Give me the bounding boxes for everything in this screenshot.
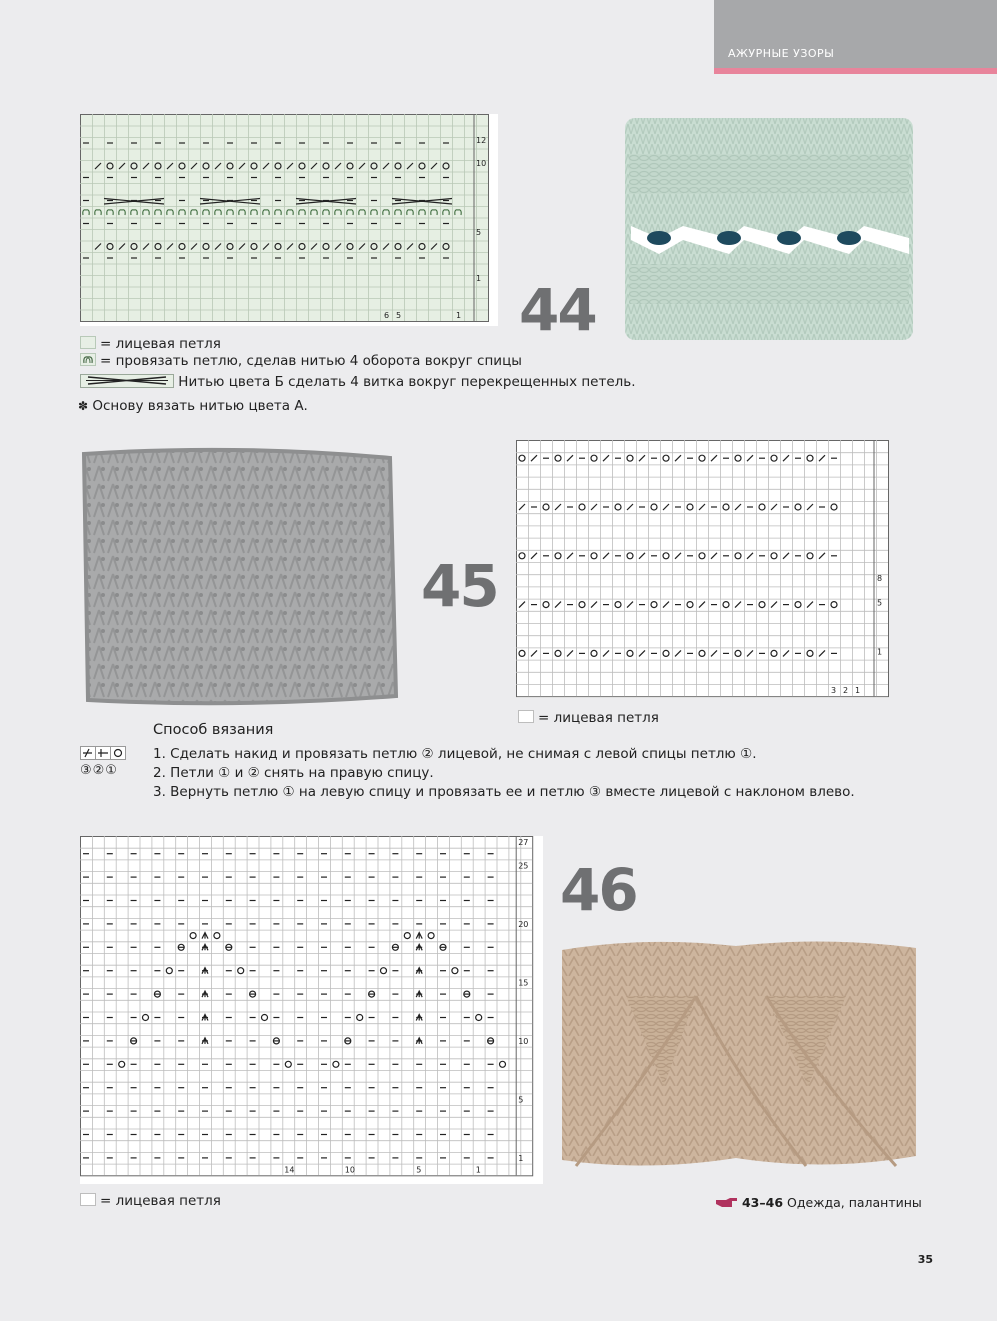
- row-number-46: 15: [518, 978, 529, 988]
- row-number-46: 25: [518, 861, 529, 871]
- chart-45: [516, 440, 889, 698]
- row-number-46: 10: [518, 1036, 529, 1046]
- pattern-number-46: 46: [560, 856, 637, 924]
- footer-range: 43–46: [741, 1195, 784, 1210]
- stitch-number-44: 1: [456, 311, 462, 320]
- footer-text: Одежда, палантины: [787, 1195, 922, 1210]
- legend-44-crossed-text: Нитью цвета Б сделать 4 витка вокруг перекрещенных петель.: [178, 374, 636, 390]
- legend-44-crossed: [80, 374, 636, 390]
- method-step-3: 3. Вернуть петлю ① на левую спицу и провязать ее и петлю ③ вместе лицевой с наклоном влево.: [153, 784, 855, 800]
- method-symbol-numbers: ③②①: [80, 763, 118, 778]
- legend-44-knit-text: = лицевая петля: [100, 336, 221, 352]
- swatch-46-image: [556, 936, 922, 1172]
- method-step-2: 2. Петли ① и ② снять на правую спицу.: [153, 765, 434, 781]
- wrap-loop-icon: [80, 353, 96, 366]
- swatch-46-photo: [556, 936, 922, 1172]
- stitch-number-46: 10: [344, 1165, 355, 1175]
- row-number-44: 12: [476, 136, 487, 145]
- stitch-number-45: 1: [855, 686, 861, 696]
- swatch-45-photo: [78, 446, 402, 708]
- chart-background: [517, 441, 889, 697]
- flower-bullet-icon: ✽: [78, 399, 89, 413]
- method-step-1: 1. Сделать накид и провязать петлю ② лицевой, не снимая с левой спицы петлю ①.: [153, 746, 757, 762]
- header-accent-stripe: [714, 68, 997, 74]
- legend-45-knit-text: = лицевая петля: [538, 710, 659, 726]
- row-number-45: 8: [877, 574, 883, 584]
- row-number-44: 5: [476, 228, 482, 237]
- page-number: 35: [917, 1253, 933, 1266]
- chart-44-grid: [80, 114, 498, 326]
- legend-45-knit: [518, 710, 659, 726]
- row-number-44: 10: [476, 159, 487, 168]
- crossed-wrap-icon: [80, 374, 174, 388]
- legend-44-knit: [80, 336, 221, 352]
- stitch-number-46: 14: [284, 1165, 295, 1175]
- method-title: Способ вязания: [153, 722, 274, 738]
- legend-46-knit-text: = лицевая петля: [100, 1193, 221, 1209]
- row-number-46: 1: [518, 1153, 524, 1163]
- pointing-hand-icon: [716, 1197, 738, 1208]
- row-number-46: 27: [518, 838, 529, 847]
- cross-decrease-symbol-icon: [80, 746, 126, 760]
- chart-46: [80, 836, 543, 1184]
- stitch-number-46: 1: [475, 1165, 481, 1175]
- chart-46-grid: [80, 836, 543, 1184]
- swatch-45-image: [78, 446, 402, 708]
- row-number-46: 20: [518, 919, 529, 929]
- pattern-number-44: 44: [519, 276, 596, 344]
- stitch-number-45: 2: [843, 686, 849, 696]
- row-number-45: 5: [877, 598, 883, 608]
- stitch-number-45: 3: [831, 686, 837, 696]
- footer-note: [716, 1195, 922, 1210]
- row-number-45: 1: [877, 647, 883, 657]
- section-title: АЖУРНЫЕ УЗОРЫ: [728, 47, 835, 60]
- legend-44-wrap-text: = провязать петлю, сделав нитью 4 оборота вокруг спицы: [100, 353, 522, 369]
- legend-46-knit: [80, 1193, 221, 1209]
- swatch-44-photo: [619, 114, 919, 346]
- legend-44-base-text: Основу вязать нитью цвета А.: [92, 398, 308, 414]
- legend-44-base: [78, 398, 308, 414]
- method-symbol: [80, 745, 126, 778]
- knit-stitch-square-icon: [80, 1193, 96, 1206]
- legend-44-wrap: [80, 353, 522, 369]
- chart-45-grid: [516, 440, 889, 698]
- row-number-44: 1: [476, 274, 482, 283]
- row-number-46: 5: [518, 1095, 524, 1105]
- swatch-44-image: [619, 114, 919, 346]
- chart-44: [80, 114, 498, 326]
- pattern-number-45: 45: [421, 552, 498, 620]
- knit-stitch-square-icon: [518, 710, 534, 723]
- stitch-number-44: 5: [396, 311, 402, 320]
- stitch-number-46: 5: [416, 1165, 422, 1175]
- knit-stitch-square-icon: [80, 336, 96, 349]
- stitch-number-44: 6: [384, 311, 390, 320]
